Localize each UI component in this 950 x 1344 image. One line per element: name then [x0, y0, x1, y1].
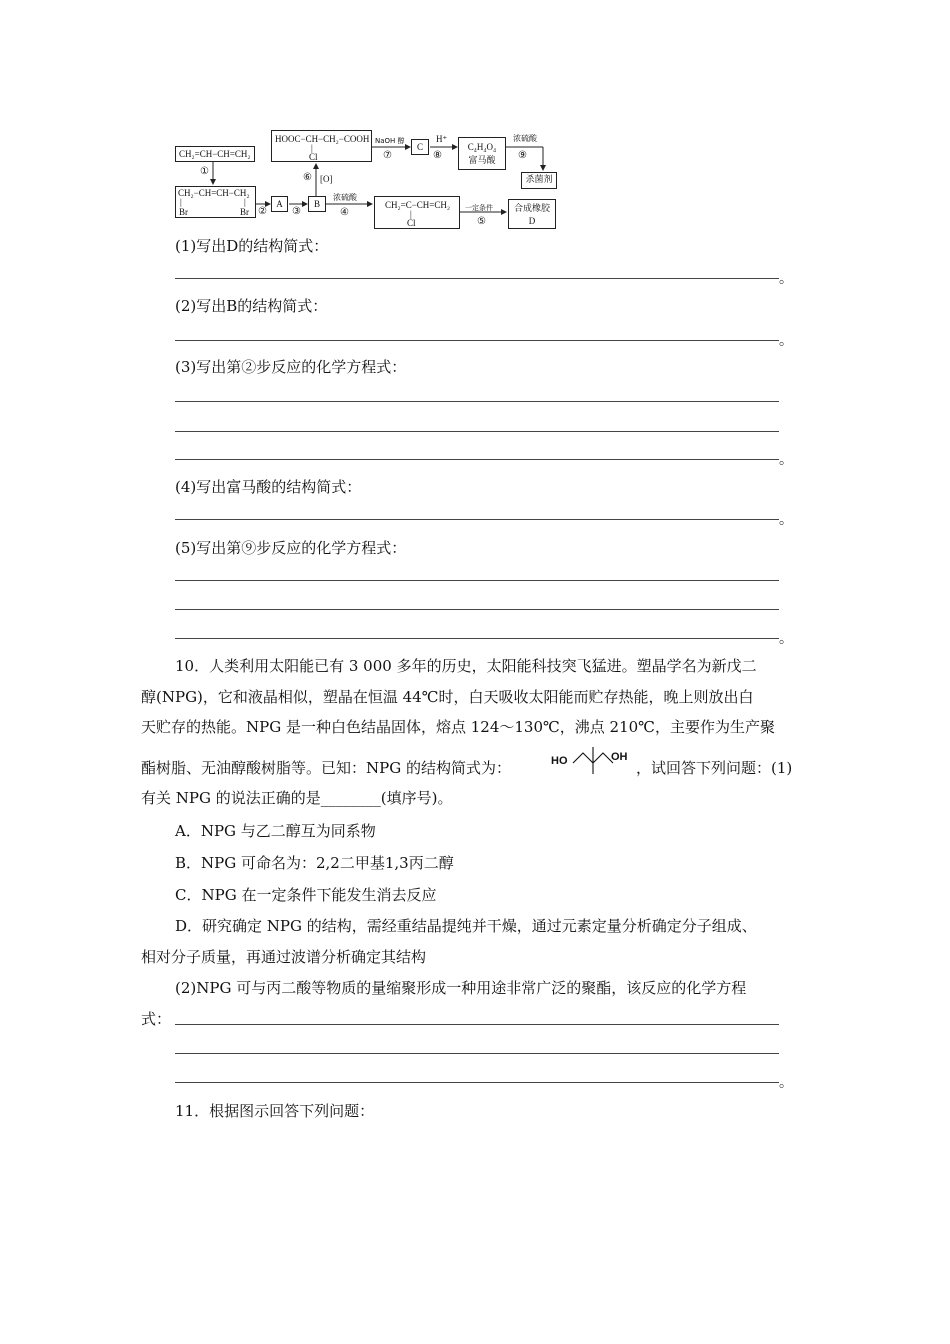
q9-part5: (5)写出第⑨步反应的化学方程式： — [175, 539, 407, 557]
dibromide-br-right: Br — [240, 207, 249, 217]
answer-line — [175, 459, 779, 460]
step7-label: ⑦ — [383, 150, 392, 161]
answer-line — [175, 431, 779, 432]
q9-part4: (4)写出富马酸的结构简式： — [175, 478, 362, 496]
end-mark: 。 — [779, 512, 793, 528]
q10-line2: 醇(NPG)，它和液晶相似，塑晶在恒温 44℃时，白天吸收太阳能而贮存热能，晚上则放出白 — [141, 688, 754, 706]
compound-a-box — [271, 196, 288, 212]
dibromide-box — [175, 186, 256, 218]
step8-label: ⑧ — [433, 150, 442, 161]
rubber-label: 合成橡胶 — [513, 204, 550, 214]
answer-line — [175, 609, 779, 610]
answer-line — [175, 340, 779, 341]
npg-oh: OH — [611, 751, 628, 763]
q9-part3: (3)写出第②步反应的化学方程式： — [175, 358, 407, 376]
q10-line3: 天贮存的热能。NPG 是一种白色结晶固体，熔点 124～130℃，沸点 210℃，主要作为生产聚 — [141, 718, 775, 736]
bond-mark-cl2: | — [410, 209, 412, 219]
step3-label: ③ — [292, 206, 301, 217]
end-mark: 。 — [779, 631, 793, 647]
chloroprene-cl: Cl — [407, 218, 416, 228]
dibromide-br-left: Br — [179, 207, 188, 217]
q11-line1: 11．根据图示回答下列问题： — [175, 1102, 375, 1120]
bactericide-label: 杀菌剂 — [525, 175, 553, 185]
oxidation-label: [O] — [320, 174, 333, 184]
butadiene-formula: CH₂=CH−CH=CH₂ — [179, 149, 251, 159]
end-mark: 。 — [779, 452, 793, 468]
step4-label: ④ — [340, 207, 349, 218]
compound-c-box — [411, 139, 429, 155]
compound-b-box — [308, 196, 326, 212]
answer-line — [175, 401, 779, 402]
step9-label: ⑨ — [518, 150, 527, 161]
step2-label: ② — [258, 206, 267, 217]
chloroprene-box — [374, 196, 460, 229]
compound-b-label: B — [313, 199, 320, 209]
bond-mark-cl: | — [311, 143, 313, 153]
fumaric-formula: C₄H₄O₄ — [467, 142, 497, 152]
q10-line5: 有关 NPG 的说法正确的是________(填序号)。 — [141, 789, 453, 807]
butadiene-box — [175, 146, 255, 162]
q9-part2: (2)写出B的结构简式： — [175, 297, 328, 315]
bactericide-box — [521, 172, 557, 189]
answer-line — [175, 580, 779, 581]
step1-label: ① — [200, 166, 209, 177]
answer-line — [175, 1053, 779, 1054]
compound-c-label: C — [416, 142, 423, 152]
q9-part1: (1)写出D的结构简式： — [175, 237, 329, 255]
compound-a-label: A — [276, 199, 283, 209]
q10-option-c: C．NPG 在一定条件下能发生消去反应 — [175, 886, 437, 904]
dibromide-formula: CH₂−CH=CH−CH₂ — [178, 188, 250, 198]
end-mark: 。 — [779, 271, 793, 287]
q10-option-a: A．NPG 与乙二醇互为同系物 — [175, 822, 376, 840]
npg-structure — [551, 745, 633, 775]
q10-part2-line1: (2)NPG 可与丙二酸等物质的量缩聚形成一种用途非常广泛的聚酯，该反应的化学方程 — [175, 979, 747, 997]
answer-line — [175, 1024, 779, 1025]
end-mark: 。 — [779, 333, 793, 349]
q10-option-d1: D．研究确定 NPG 的结构，需经重结晶提纯并干燥，通过元素定量分析确定分子组成、 — [175, 917, 757, 935]
q10-part2-line2: 式： — [141, 1010, 172, 1028]
q10-line1: 10．人类利用太阳能已有 3 000 多年的历史，太阳能科技突飞猛进。塑晶学名为新戊二 — [175, 657, 757, 675]
npg-ho: HO — [551, 755, 568, 767]
q10-option-b: B．NPG 可命名为：2,2二甲基1,3丙二醇 — [175, 854, 454, 872]
conc-h2so4-top: 浓硫酸 — [513, 134, 537, 143]
condition-label: 一定条件 — [465, 204, 493, 212]
end-mark: 。 — [779, 1075, 793, 1091]
answer-line — [175, 638, 779, 639]
rubber-d-label: D — [528, 216, 536, 226]
chloro-acid-box — [271, 130, 372, 162]
chloro-acid-formula: HOOC−CH−CH₂−COOH — [275, 134, 370, 144]
hplus-condition: H⁺ — [436, 134, 448, 144]
fumaric-name: 富马酸 — [468, 156, 496, 166]
step5-label: ⑤ — [477, 216, 486, 227]
answer-line — [175, 519, 779, 520]
answer-line — [175, 1082, 779, 1083]
answer-line — [175, 278, 779, 279]
chloroprene-formula: CH₂=C−CH=CH₂ — [385, 200, 451, 210]
naoh-condition: NaOH 醇 — [375, 137, 405, 145]
rubber-box — [508, 199, 556, 229]
q10-option-d2: 相对分子质量，再通过波谱分析确定其结构 — [141, 948, 427, 966]
step6-label: ⑥ — [303, 172, 312, 183]
q10-line4a: 酯树脂、无油醇酸树脂等。已知：NPG 的结构简式为： — [141, 759, 511, 777]
q10-line4b: ，试回答下列问题：(1) — [636, 759, 793, 777]
conc-h2so4-bottom: 浓硫酸 — [333, 193, 357, 202]
bond-mark-left: | — [180, 197, 182, 207]
fumaric-acid-box — [458, 137, 506, 170]
bond-mark-right: | — [244, 197, 246, 207]
chloro-acid-cl: Cl — [309, 152, 318, 162]
